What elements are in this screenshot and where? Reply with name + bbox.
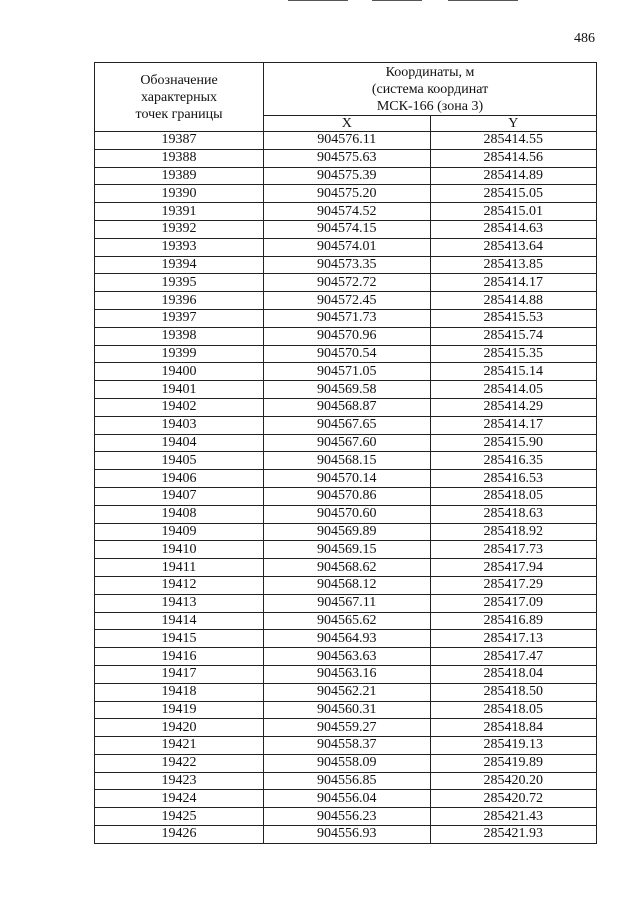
y-coordinate-cell: 285416.89: [430, 612, 597, 630]
x-coordinate-cell: 904556.85: [264, 772, 431, 790]
x-coordinate-cell: 904560.31: [264, 701, 431, 719]
point-id-cell: 19422: [95, 754, 264, 772]
y-coordinate-cell: 285418.05: [430, 701, 597, 719]
y-coordinate-cell: 285413.85: [430, 256, 597, 274]
y-coordinate-cell: 285414.05: [430, 381, 597, 399]
table-row: [95, 398, 597, 416]
point-id-cell: 19401: [95, 381, 264, 399]
x-coordinate-cell: 904569.15: [264, 541, 431, 559]
header-point-line-2: характерных: [140, 89, 218, 105]
x-coordinate-cell: 904568.12: [264, 576, 431, 594]
x-coordinate-cell: 904570.54: [264, 345, 431, 363]
point-id-cell: 19407: [95, 487, 264, 505]
point-id-cell: 19394: [95, 256, 264, 274]
table-row: [95, 167, 597, 185]
table-row: [95, 256, 597, 274]
y-coordinate-cell: 285415.35: [430, 345, 597, 363]
table-row: [95, 612, 597, 630]
point-id-cell: 19391: [95, 203, 264, 221]
y-coordinate-cell: 285418.84: [430, 719, 597, 737]
point-id-cell: 19406: [95, 470, 264, 488]
point-id-cell: 19414: [95, 612, 264, 630]
table-row: [95, 576, 597, 594]
point-id-cell: 19408: [95, 505, 264, 523]
table-row: [95, 238, 597, 256]
x-coordinate-cell: 904570.86: [264, 487, 431, 505]
y-coordinate-cell: 285416.35: [430, 452, 597, 470]
y-coordinate-cell: 285414.89: [430, 167, 597, 185]
table-row: [95, 594, 597, 612]
table-row: [95, 203, 597, 221]
point-id-cell: 19398: [95, 327, 264, 345]
y-coordinate-cell: 285418.92: [430, 523, 597, 541]
y-coordinate-cell: 285417.73: [430, 541, 597, 559]
x-coordinate-cell: 904559.27: [264, 719, 431, 737]
x-coordinate-cell: 904573.35: [264, 256, 431, 274]
table-row: [95, 523, 597, 541]
point-id-cell: 19421: [95, 737, 264, 755]
x-coordinate-cell: 904574.52: [264, 203, 431, 221]
y-coordinate-cell: 285419.13: [430, 737, 597, 755]
point-id-cell: 19424: [95, 790, 264, 808]
y-coordinate-cell: 285418.50: [430, 683, 597, 701]
y-coordinate-cell: 285416.53: [430, 470, 597, 488]
table-row: [95, 416, 597, 434]
x-coordinate-cell: 904556.93: [264, 826, 431, 844]
x-coordinate-cell: 904569.89: [264, 523, 431, 541]
table-row: [95, 132, 597, 150]
y-coordinate-cell: 285415.14: [430, 363, 597, 381]
table-row: [95, 541, 597, 559]
point-id-cell: 19413: [95, 594, 264, 612]
table-row: [95, 274, 597, 292]
y-coordinate-cell: 285414.17: [430, 416, 597, 434]
table-row: [95, 363, 597, 381]
point-id-cell: 19392: [95, 220, 264, 238]
y-coordinate-cell: 285415.53: [430, 309, 597, 327]
point-id-cell: 19402: [95, 398, 264, 416]
x-coordinate-cell: 904568.62: [264, 559, 431, 577]
x-coordinate-cell: 904570.60: [264, 505, 431, 523]
y-coordinate-cell: 285413.64: [430, 238, 597, 256]
table-row: [95, 452, 597, 470]
header-y: Y: [430, 116, 597, 132]
point-id-cell: 19387: [95, 132, 264, 150]
point-id-cell: 19404: [95, 434, 264, 452]
table-row: [95, 505, 597, 523]
point-id-cell: 19417: [95, 665, 264, 683]
table-row: [95, 185, 597, 203]
table-row: [95, 434, 597, 452]
header-coordinates-group: [264, 63, 597, 116]
point-id-cell: 19389: [95, 167, 264, 185]
header-coord-line-1: Координаты, м: [385, 64, 475, 80]
y-coordinate-cell: 285417.09: [430, 594, 597, 612]
scan-top-rule-right: [448, 0, 518, 1]
table-row: [95, 648, 597, 666]
x-coordinate-cell: 904575.39: [264, 167, 431, 185]
x-coordinate-cell: 904572.72: [264, 274, 431, 292]
point-id-cell: 19397: [95, 309, 264, 327]
point-id-cell: 19396: [95, 292, 264, 310]
header-coord-line-2: (система координат: [371, 81, 489, 97]
point-id-cell: 19410: [95, 541, 264, 559]
table-row: [95, 754, 597, 772]
coordinates-table: [94, 62, 597, 844]
point-id-cell: 19403: [95, 416, 264, 434]
y-coordinate-cell: 285420.72: [430, 790, 597, 808]
point-id-cell: 19425: [95, 808, 264, 826]
x-coordinate-cell: 904564.93: [264, 630, 431, 648]
table-row: [95, 487, 597, 505]
x-coordinate-cell: 904563.63: [264, 648, 431, 666]
table-row: [95, 790, 597, 808]
point-id-cell: 19412: [95, 576, 264, 594]
x-coordinate-cell: 904568.15: [264, 452, 431, 470]
x-coordinate-cell: 904556.23: [264, 808, 431, 826]
x-coordinate-cell: 904570.96: [264, 327, 431, 345]
point-id-cell: 19420: [95, 719, 264, 737]
x-coordinate-cell: 904563.16: [264, 665, 431, 683]
point-id-cell: 19409: [95, 523, 264, 541]
point-id-cell: 19400: [95, 363, 264, 381]
table-row: [95, 149, 597, 167]
table-row: [95, 470, 597, 488]
header-point-line-1: Обозначение: [140, 72, 218, 88]
x-coordinate-cell: 904558.09: [264, 754, 431, 772]
x-coordinate-cell: 904562.21: [264, 683, 431, 701]
y-coordinate-cell: 285414.63: [430, 220, 597, 238]
y-coordinate-cell: 285417.29: [430, 576, 597, 594]
y-coordinate-cell: 285415.74: [430, 327, 597, 345]
point-id-cell: 19388: [95, 149, 264, 167]
point-id-cell: 19423: [95, 772, 264, 790]
page-number: 486: [574, 31, 595, 46]
y-coordinate-cell: 285414.88: [430, 292, 597, 310]
point-id-cell: 19426: [95, 826, 264, 844]
point-id-cell: 19416: [95, 648, 264, 666]
table-row: [95, 808, 597, 826]
x-coordinate-cell: 904558.37: [264, 737, 431, 755]
x-coordinate-cell: 904568.87: [264, 398, 431, 416]
y-coordinate-cell: 285418.04: [430, 665, 597, 683]
scan-top-rule-left: [288, 0, 348, 1]
y-coordinate-cell: 285414.17: [430, 274, 597, 292]
point-id-cell: 19405: [95, 452, 264, 470]
y-coordinate-cell: 285420.20: [430, 772, 597, 790]
x-coordinate-cell: 904567.11: [264, 594, 431, 612]
table-row: [95, 826, 597, 844]
table-row: [95, 772, 597, 790]
x-coordinate-cell: 904576.11: [264, 132, 431, 150]
table-row: [95, 381, 597, 399]
point-id-cell: 19419: [95, 701, 264, 719]
y-coordinate-cell: 285417.13: [430, 630, 597, 648]
x-coordinate-cell: 904575.20: [264, 185, 431, 203]
header-coord-line-3: МСК-166 (зона 3): [376, 98, 484, 114]
table-row: [95, 737, 597, 755]
table-row: [95, 309, 597, 327]
point-id-cell: 19390: [95, 185, 264, 203]
point-id-cell: 19395: [95, 274, 264, 292]
header-point-designation: [95, 63, 264, 132]
x-coordinate-cell: 904572.45: [264, 292, 431, 310]
x-coordinate-cell: 904574.01: [264, 238, 431, 256]
point-id-cell: 19393: [95, 238, 264, 256]
x-coordinate-cell: 904571.73: [264, 309, 431, 327]
table-row: [95, 292, 597, 310]
x-coordinate-cell: 904565.62: [264, 612, 431, 630]
y-coordinate-cell: 285414.56: [430, 149, 597, 167]
y-coordinate-cell: 285415.90: [430, 434, 597, 452]
point-id-cell: 19415: [95, 630, 264, 648]
table-body: [95, 132, 597, 844]
table-row: [95, 559, 597, 577]
header-x: X: [264, 116, 431, 132]
x-coordinate-cell: 904567.65: [264, 416, 431, 434]
x-coordinate-cell: 904569.58: [264, 381, 431, 399]
table-row: [95, 327, 597, 345]
x-coordinate-cell: 904574.15: [264, 220, 431, 238]
y-coordinate-cell: 285421.93: [430, 826, 597, 844]
y-coordinate-cell: 285419.89: [430, 754, 597, 772]
point-id-cell: 19399: [95, 345, 264, 363]
table-row: [95, 345, 597, 363]
header-point-line-3: точек границы: [135, 106, 223, 122]
table-row: [95, 719, 597, 737]
y-coordinate-cell: 285414.29: [430, 398, 597, 416]
y-coordinate-cell: 285414.55: [430, 132, 597, 150]
x-coordinate-cell: 904570.14: [264, 470, 431, 488]
x-coordinate-cell: 904556.04: [264, 790, 431, 808]
x-coordinate-cell: 904575.63: [264, 149, 431, 167]
y-coordinate-cell: 285418.05: [430, 487, 597, 505]
table-row: [95, 630, 597, 648]
y-coordinate-cell: 285415.05: [430, 185, 597, 203]
y-coordinate-cell: 285417.94: [430, 559, 597, 577]
point-id-cell: 19411: [95, 559, 264, 577]
scan-top-rule-mid: [372, 0, 422, 1]
y-coordinate-cell: 285417.47: [430, 648, 597, 666]
table-row: [95, 701, 597, 719]
y-coordinate-cell: 285415.01: [430, 203, 597, 221]
x-coordinate-cell: 904567.60: [264, 434, 431, 452]
point-id-cell: 19418: [95, 683, 264, 701]
table-row: [95, 220, 597, 238]
table-row: [95, 665, 597, 683]
table-row: [95, 683, 597, 701]
x-coordinate-cell: 904571.05: [264, 363, 431, 381]
y-coordinate-cell: 285418.63: [430, 505, 597, 523]
y-coordinate-cell: 285421.43: [430, 808, 597, 826]
